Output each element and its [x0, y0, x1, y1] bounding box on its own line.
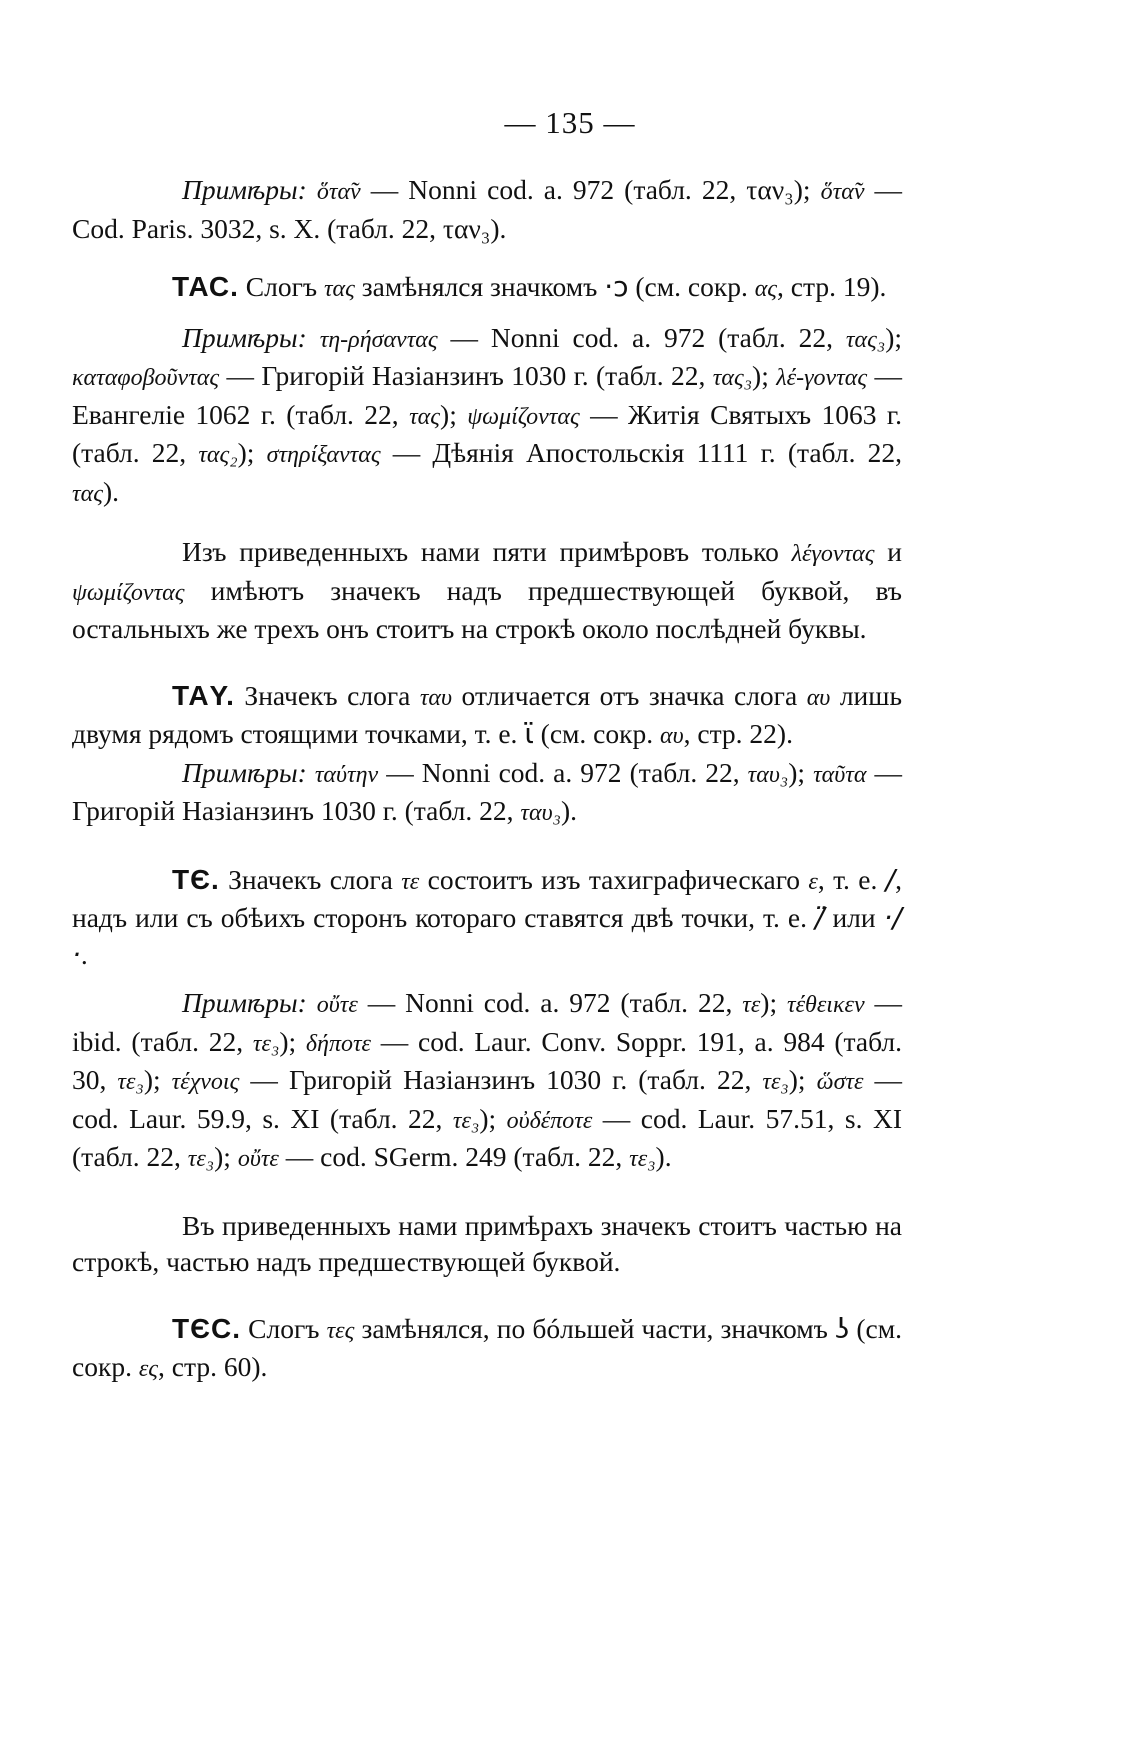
- text-span: — ibid. (табл. 22,: [72, 987, 903, 1057]
- text-span: (см. сокр.: [628, 271, 755, 302]
- text-span: и: [874, 536, 902, 567]
- text-span: );: [752, 360, 777, 391]
- abbreviation-symbol: /̈: [815, 901, 825, 934]
- greek-word: ταύτην: [314, 761, 379, 788]
- greek-word: ταῦτα: [813, 761, 867, 788]
- text-span: , надъ или съ обѣихъ сторонъ котораго ставятся двѣ точки, т. е.: [72, 863, 902, 933]
- text-span: — Григорій Назіанзинъ 1030 г. (табл. 22,: [239, 1064, 763, 1095]
- greek-word: λέ-γοντας: [776, 365, 868, 391]
- section-heading-tau: ТАY.: [172, 679, 235, 711]
- text-span: — Григорій Назіанзинъ 1030 г. (табл. 22,: [219, 360, 713, 391]
- text-span: , т. е.: [817, 863, 886, 895]
- abbreviation-symbol: ʖ: [834, 1311, 850, 1345]
- greek-word: ὅτα̃ν: [820, 179, 865, 205]
- examples-label: Примѣры:: [182, 756, 307, 788]
- greek-word: καταφοβοῦντας: [72, 365, 220, 391]
- text-span: );: [440, 398, 468, 430]
- text-span: — Nonni cod. a. 972 (табл. 22, ταν₃);: [360, 174, 821, 205]
- text-column: [72, 172, 902, 1388]
- text-span: — cod. Laur. 59.9, s. XI (табл. 22,: [72, 1064, 902, 1134]
- text-span: — Nonni cod. a. 972 (табл. 22,: [378, 756, 748, 788]
- greek-word: τε: [401, 868, 420, 895]
- greek-word: τέθεικεν: [787, 992, 865, 1018]
- page-number: — 135 —: [504, 105, 636, 140]
- text-span: — cod. Laur. 57.51, s. XI (табл. 22,: [72, 1102, 902, 1172]
- text-span: );: [885, 321, 902, 353]
- section-heading-tas: ТАС.: [172, 271, 239, 302]
- text-span: ).: [102, 475, 119, 507]
- greek-word: αυ: [660, 723, 684, 749]
- text-span: );: [214, 1141, 238, 1172]
- greek-word: τε₃: [629, 1146, 656, 1172]
- examples-label: Примѣры:: [182, 987, 307, 1018]
- text-span: имѣютъ значекъ надъ предшествующей буквой, въ остальныхъ же трехъ онъ стоитъ на строкѣ около послѣдней буквы.: [72, 574, 902, 644]
- abbreviation-symbol: ·/·: [72, 901, 902, 971]
- section-tes: [72, 1311, 902, 1388]
- examples-label: Примѣры:: [182, 321, 307, 353]
- paragraph-commentary-te: [72, 1208, 902, 1281]
- text-span: замѣнялся значкомъ: [354, 271, 605, 302]
- greek-word: τε₃: [762, 1069, 789, 1095]
- section-tau: [72, 678, 902, 755]
- text-span: );: [760, 987, 787, 1018]
- text-span: — Евангеліе 1062 г. (табл. 22,: [72, 360, 902, 430]
- text-span: Значекъ слога: [234, 679, 420, 711]
- text-span: — Nonni cod. a. 972 (табл. 22,: [437, 321, 846, 353]
- text-span: ).: [560, 795, 577, 826]
- text-span: Въ приведенныхъ нами примѣрахъ значекъ стоитъ частью на строкѣ, частью надъ предшествующей буквой.: [72, 1209, 902, 1277]
- text-span: или: [824, 902, 884, 933]
- greek-word: ταυ: [419, 684, 453, 711]
- text-span: Слогъ: [241, 1312, 327, 1344]
- greek-word: οὔτε: [316, 992, 358, 1018]
- text-span: состоитъ изъ тахиграфическаго: [419, 863, 809, 895]
- greek-word: ας: [754, 276, 778, 302]
- greek-word: ταυ₃: [747, 761, 789, 788]
- text-span: );: [279, 1025, 306, 1057]
- abbreviation-symbol: /: [885, 862, 896, 896]
- greek-word: τας₃: [712, 365, 753, 391]
- text-span: .: [80, 938, 88, 970]
- greek-word: αυ: [806, 684, 831, 711]
- text-span: Значекъ слога: [219, 863, 402, 895]
- text-span: (см. сокр.: [533, 718, 660, 749]
- text-span: (см. сокр.: [72, 1312, 902, 1382]
- text-span: );: [788, 1064, 817, 1095]
- greek-word: τε₃: [452, 1107, 480, 1134]
- greek-word: οὔτε: [237, 1146, 279, 1172]
- greek-word: τας: [323, 276, 355, 302]
- paragraph-examples-tav: [72, 172, 902, 247]
- text-span: Изъ приведенныхъ нами пяти примѣровъ только: [182, 536, 792, 567]
- text-span: отличается отъ значка слога: [452, 679, 807, 711]
- text-span: ).: [655, 1141, 672, 1172]
- text-span: — Cod. Paris. 3032, s. X. (табл. 22, ταν₃).: [72, 174, 903, 244]
- abbreviation-symbol: ϊ: [524, 717, 534, 750]
- greek-word: τας₃: [845, 326, 886, 353]
- text-span: — cod. SGerm. 249 (табл. 22,: [278, 1141, 630, 1172]
- text-span: — Дѣянія Апостольскія 1111 г. (табл. 22,: [380, 437, 902, 468]
- text-span: );: [788, 756, 814, 788]
- paragraph-examples-tau: [72, 755, 902, 832]
- text-span: — Григорій Назіанзинъ 1030 г. (табл. 22,: [72, 756, 902, 826]
- greek-word: ψωμίζοντας: [72, 579, 185, 606]
- greek-word: τας: [409, 403, 441, 430]
- section-te: [72, 862, 902, 974]
- text-span: );: [479, 1102, 507, 1134]
- greek-word: τας₂: [198, 442, 238, 468]
- greek-word: τε₃: [187, 1146, 215, 1172]
- text-span: Слогъ: [238, 271, 324, 302]
- greek-word: οὐδέποτε: [506, 1107, 593, 1134]
- greek-word: τες: [326, 1317, 355, 1344]
- text-span: — Nonni cod. a. 972 (табл. 22,: [357, 987, 743, 1018]
- text-span: , стр. 19).: [777, 271, 887, 302]
- greek-word: ὥστε: [816, 1069, 864, 1095]
- text-span: , стр. 60).: [158, 1351, 268, 1382]
- greek-word: ταυ₃: [520, 800, 561, 826]
- text-span: );: [237, 437, 267, 468]
- greek-word: τε₃: [252, 1030, 280, 1057]
- text-span: замѣнялся, по бóльшей части, значкомъ: [354, 1312, 835, 1344]
- greek-word: τη-ρήσαντας: [319, 326, 438, 353]
- paragraph-examples-te: [72, 985, 902, 1178]
- paragraph-commentary-tas: [72, 534, 902, 648]
- greek-word: τέχνοις: [171, 1069, 240, 1095]
- section-heading-tes: ТЄС.: [172, 1312, 242, 1344]
- text-span: — cod. Laur. Conv. Soppr. 191, a. 984 (табл. 30,: [72, 1025, 902, 1095]
- greek-word: ες: [138, 1356, 159, 1382]
- greek-word: δήποτε: [305, 1030, 372, 1057]
- paragraph-examples-tas: [72, 320, 902, 513]
- text-span: лишь двумя рядомъ стоящими точками, т. е.: [72, 679, 902, 749]
- greek-word: ψωμίζοντας: [467, 403, 580, 430]
- greek-word: ε: [808, 868, 818, 895]
- abbreviation-symbol: ·ↄ: [604, 270, 629, 303]
- text-span: — Житія Святыхъ 1063 г. (табл. 22,: [72, 398, 902, 468]
- greek-word: λέγοντας: [791, 541, 875, 567]
- greek-word: τε: [742, 992, 761, 1018]
- greek-word: ὅτα̃ν: [316, 179, 361, 205]
- section-heading-te: ТЄ.: [172, 863, 220, 895]
- text-span: , стр. 22).: [683, 718, 793, 749]
- greek-word: τας: [72, 480, 103, 507]
- text-span: );: [143, 1064, 172, 1095]
- examples-label: Примѣры:: [182, 174, 307, 205]
- section-tas: [72, 269, 902, 308]
- greek-word: τε₃: [117, 1069, 144, 1095]
- greek-word: στηρίξαντας: [266, 442, 381, 468]
